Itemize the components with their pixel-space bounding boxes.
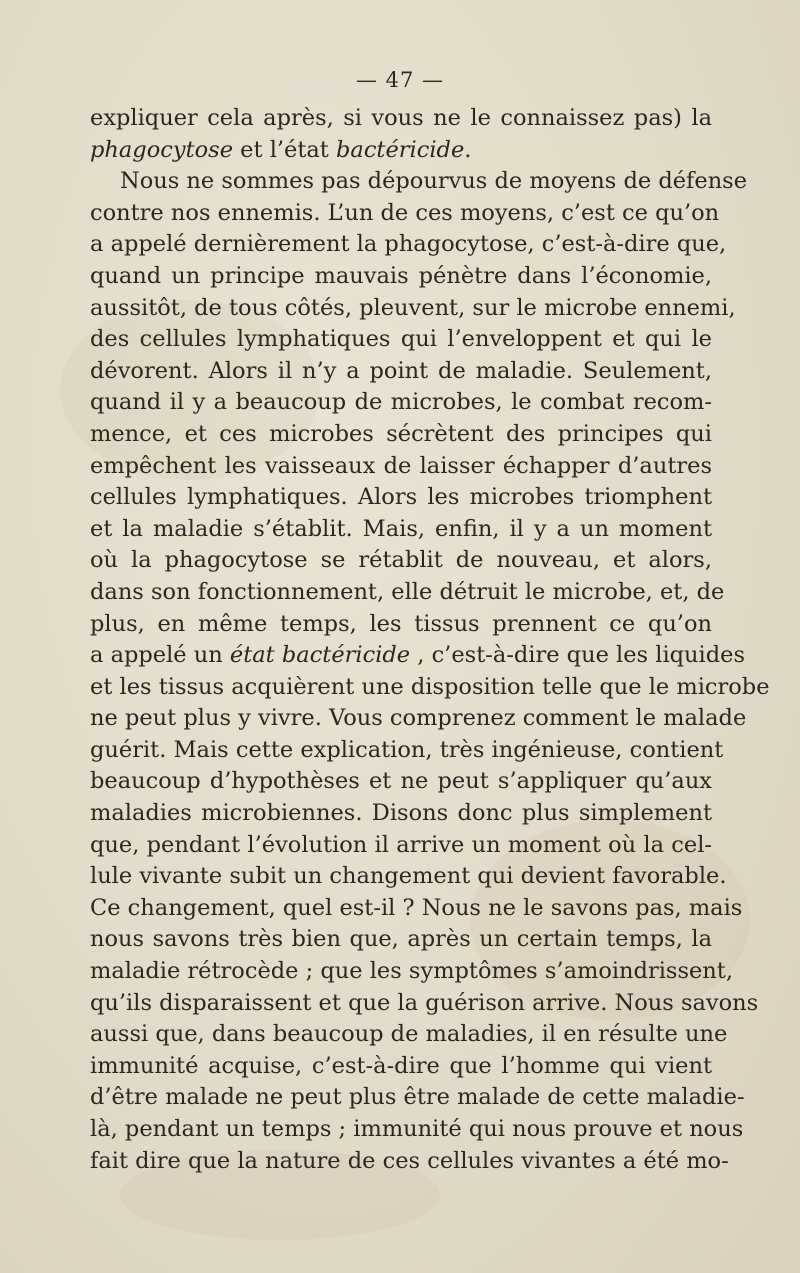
text-line bbox=[90, 640, 745, 672]
text-line bbox=[90, 293, 736, 325]
text-line bbox=[90, 261, 712, 293]
text-line bbox=[90, 735, 724, 767]
text-segment: maladies microbiennes. Disons donc plus simplement bbox=[90, 800, 712, 827]
text-segment: guérit. Mais cette explication, très ingénieuse, contient bbox=[90, 736, 724, 763]
text-segment: maladie rétrocède ; que les symptômes s’amoindrissent, bbox=[90, 958, 733, 985]
italic-term: bactéricide bbox=[336, 136, 465, 163]
text-segment: cellules lymphatiques. Alors les microbes triomphent bbox=[90, 484, 712, 511]
text-segment: plus, en même temps, les tissus prennent ce qu’on bbox=[90, 610, 712, 637]
text-line bbox=[90, 830, 712, 862]
text-segment: Nous ne sommes pas dépourvus de moyens de défense bbox=[120, 168, 748, 195]
text-line bbox=[90, 988, 759, 1020]
text-line bbox=[90, 451, 712, 483]
text-line bbox=[90, 198, 720, 230]
text-segment: . bbox=[464, 136, 472, 163]
text-line bbox=[90, 703, 747, 735]
text-line bbox=[90, 387, 712, 419]
text-segment: là, pendant un temps ; immunité qui nous prouve et nous bbox=[90, 1116, 744, 1142]
text-segment: fait dire que la nature de ces cellules vivantes a été mo- bbox=[90, 1147, 729, 1174]
text-line bbox=[90, 1051, 712, 1083]
text-line bbox=[90, 893, 743, 925]
text-segment: et l’état bbox=[233, 136, 337, 163]
body-text bbox=[90, 103, 770, 1177]
text-segment: lule vivante subit un changement qui devient favorable. bbox=[90, 863, 727, 890]
text-line bbox=[90, 956, 733, 988]
text-segment: mence, et ces microbes sécrètent des principes qui bbox=[90, 420, 712, 447]
text-line bbox=[90, 1019, 728, 1051]
text-segment: ne peut plus y vivre. Vous comprenez comment le malade bbox=[90, 705, 747, 732]
text-line bbox=[90, 514, 712, 546]
text-segment: dans son fonctionnement, elle détruit le microbe, et, de bbox=[90, 578, 725, 605]
text-segment: d’être malade ne peut plus être malade de cette maladie- bbox=[90, 1084, 745, 1111]
text-segment: dévorent. Alors il n’y a point de maladie. Seulement, bbox=[90, 357, 712, 384]
text-line bbox=[90, 672, 770, 704]
text-segment: contre nos ennemis. L’un de ces moyens, c’est ce qu’on bbox=[90, 199, 720, 226]
text-line bbox=[90, 1114, 744, 1146]
text-segment: , c’est-à-dire que les liquides bbox=[410, 642, 745, 669]
text-line bbox=[90, 166, 748, 198]
text-line bbox=[90, 766, 712, 798]
italic-term: état bactéricide bbox=[229, 642, 411, 669]
text-segment: a appelé un bbox=[90, 642, 230, 669]
page-number: — 47 — bbox=[355, 68, 445, 92]
text-segment: expliquer cela après, si vous ne le connaissez pas) la bbox=[90, 105, 712, 131]
text-segment: a appelé dernièrement la phagocytose, c’est-à-dire que, bbox=[90, 231, 727, 258]
text-segment: et la maladie s’établit. Mais, enfin, il y a un moment bbox=[90, 515, 712, 542]
text-line bbox=[90, 103, 712, 135]
text-segment: et les tissus acquièrent une disposition telle que le microbe bbox=[90, 673, 770, 700]
text-line bbox=[90, 356, 712, 388]
text-segment: où la phagocytose se rétablit de nouveau, et alors, bbox=[90, 547, 712, 574]
text-segment: que, pendant l’évolution il arrive un moment où la cel- bbox=[90, 831, 712, 858]
text-segment: aussitôt, de tous côtés, pleuvent, sur le microbe ennemi, bbox=[90, 294, 736, 321]
text-line bbox=[90, 609, 712, 641]
text-line bbox=[90, 861, 727, 893]
text-line bbox=[90, 1146, 729, 1178]
text-segment: Ce changement, quel est-il ? Nous ne le savons pas, mais bbox=[90, 894, 743, 921]
text-segment: quand un principe mauvais pénètre dans l’économie, bbox=[90, 262, 712, 289]
text-line bbox=[90, 135, 712, 167]
italic-term: phagocytose bbox=[90, 136, 234, 163]
text-line bbox=[90, 229, 727, 261]
text-line bbox=[90, 482, 712, 514]
text-line bbox=[90, 577, 725, 609]
text-segment: aussi que, dans beaucoup de maladies, il en résulte une bbox=[90, 1021, 728, 1048]
text-segment: des cellules lymphatiques qui l’enveloppent et qui le bbox=[90, 326, 712, 353]
text-line bbox=[90, 1082, 745, 1114]
text-line bbox=[90, 545, 712, 577]
text-segment: nous savons très bien que, après un certain temps, la bbox=[90, 926, 712, 953]
text-segment: immunité acquise, c’est-à-dire que l’homme qui vient bbox=[90, 1052, 712, 1079]
text-line bbox=[90, 924, 712, 956]
text-line bbox=[90, 798, 712, 830]
text-segment: qu’ils disparaissent et que la guérison arrive. Nous savons bbox=[90, 989, 759, 1016]
text-line bbox=[90, 419, 712, 451]
text-segment: empêchent les vaisseaux de laisser échapper d’autres bbox=[90, 452, 712, 479]
text-line bbox=[90, 324, 712, 356]
text-segment: quand il y a beaucoup de microbes, le combat recom- bbox=[90, 389, 712, 416]
text-segment: beaucoup d’hypothèses et ne peut s’appliquer qu’aux bbox=[90, 768, 712, 795]
